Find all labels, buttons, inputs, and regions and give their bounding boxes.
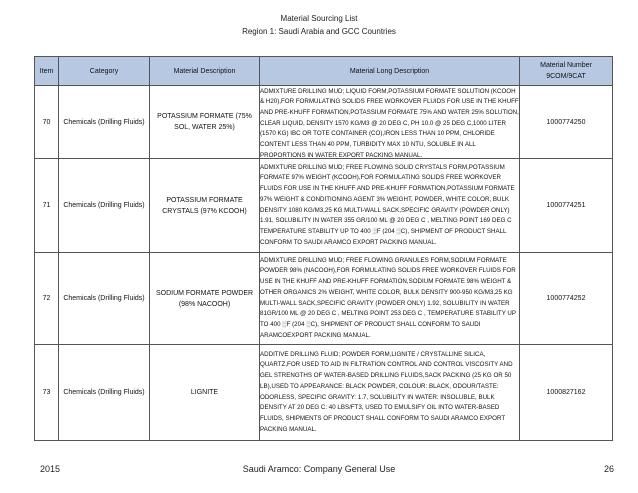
- item-cell: 71: [35, 159, 59, 253]
- table-row: [35, 86, 613, 159]
- table-header-row: [35, 57, 613, 86]
- long-description-text: ADMIXTURE DRILLING MUD; FREE FLOWING SOLID CRYSTALS FORM,POTASSIUM FORMATE 97% WEIGHT (KCOOH),FOR FORMULATING SOLIDS FREE WORKOVER FLUIDS FOR USE IN THE KHUFF AND PRE-KHUFF FORMATION,POTASSIUM FORMATE 97% WEIGHT & CONDITIONING AGENT 3% WEIGHT, POWDER, WHITE COLOR, BULK DENSITY 1080 KG/M3,25 KG MULTI-WALL SACK,SPECIFIC GRAVITY (POWDER ONLY) 1.91, SOLUBILITY IN WATER 355 GR/100 ML @ 20 DEG C , MELTING POINT 169 DEG C TEMPERATURE STABILITY UP TO 400 ░F (204 ░C), SHIPMENT OF PRODUCT SHALL CONFORM TO SAUDI ARAMCO EXPORT PACKING MANUAL.: [260, 163, 515, 246]
- long-description-text: ADMIXTURE DRILLING MUD; LIQUID FORM,POTASSIUM FORMATE SOLUTION (KCOOH & H20),FOR FORMULATING SOLIDS FREE WORKOVER FLUIDS FOR USE IN THE KHUFF AND PRE-KHUFF FORMATION,POTASSIUM FORMATE 75% AND WATER 25% SOLUTION, CLEAR LIQUID, DENSITY 1570 KG/M3 @ 20 DEG C, PH 10.0 @ 25 DEG C,1000 LITER (1570 KG) IBC OR TOTE CONTAINER (CO),IRON LESS THAN 10 PPM, CHLORIDE CONTENT LESS THAN 40 PPM, TURBIDITY MAX 10 NTU, SOLUBLE IN ALL PROPORTIONS IN WATER EXPORT PACKING MANUAL.: [260, 87, 519, 158]
- material-number-cell: 1000827162: [520, 345, 613, 441]
- table-row: [35, 159, 613, 253]
- category-cell: Chemicals (Drilling Fluids): [59, 86, 150, 159]
- column-header-category: Category: [59, 57, 150, 86]
- footer-classification: Saudi Aramco: Company General Use: [242, 464, 396, 474]
- long-description-text: ADMIXTURE DRILLING MUD; FREE FLOWING GRANULES FORM,SODIUM FORMATE POWDER 98% (NACOOH),FOR FORMULATING SOLIDS FREE WORKOVER FLUIDS FOR USE IN THE KHUFF AND PRE-KHUFF FORMATION,SODIUM FORMATE 98% WEIGHT & OTHER ORGANICS 2% WEIGHT, WHITE COLOR, BULK DENSITY 900-950 KG/M3,25 KG MULTI-WALL SACK,SPECIFIC GRAVITY (POWDER ONLY) 1.92, SOLUBILITY IN WATER 81GR/100 ML @ 20 DEG C , MELTING POINT 253 DEG C , TEMPERATURE STABILITY UP TO 400 ░F (204 ░C), SHIPMENT OF PRODUCT SHALL CONFORM TO SAUDI ARAMCOEXPORT PACKING MANUAL.: [260, 256, 516, 339]
- category-cell: Chemicals (Drilling Fluids): [59, 253, 150, 345]
- column-header-material-long-description: Material Long Description: [260, 57, 520, 86]
- page-number: 26: [603, 464, 614, 474]
- category-cell: Chemicals (Drilling Fluids): [59, 345, 150, 441]
- item-cell: 70: [35, 86, 59, 159]
- material-description-cell: SODIUM FORMATE POWDER (98% NACOOH): [150, 253, 260, 345]
- long-description-text: ADDITIVE DRILLING FLUID; POWDER FORM,LIGNITE / CRYSTALLINE SILICA, QUARTZ,FOR USED TO AID IN FILTRATION CONTROL AND CONTROL VISCOSITY AND GEL STRENGTHS OF WATER-BASED DRILLING FLUIDS,SACK PACKING (25 KG OR 50 LB),USED TO APPEARANCE: BLACK POWDER, COLOUR: BLACK, ODOUR/TASTE: ODORLESS, SPECIFIC GRAVITY: 1.7, SOLUBILITY IN WATER: INSOLUBLE, BULK DENSITY AT 20 DEG C: 40 LBS/FT3, USED TO EMULSIFY OIL INTO WATER-BASED FLUIDS, SHIPMENTS OF PRODUCT SHALL CONFORM TO SAUDI ARAMCO EXPORT PACKING MANUAL.: [260, 350, 513, 433]
- item-cell: 72: [35, 253, 59, 345]
- material-number-cell: 1000774251: [520, 159, 613, 253]
- material-description-cell: LIGNITE: [150, 345, 260, 441]
- page-title: Material Sourcing List: [280, 14, 358, 23]
- table-row: [35, 345, 613, 441]
- footer-year: 2015: [40, 464, 61, 474]
- material-number-cell: 1000774252: [520, 253, 613, 345]
- material-description-cell: POTASSIUM FORMATE (75% SOL, WATER 25%): [150, 86, 260, 159]
- material-description-cell: POTASSIUM FORMATE CRYSTALS (97% KCOOH): [150, 159, 260, 253]
- page-subtitle: Region 1: Saudi Arabia and GCC Countries: [242, 27, 396, 36]
- material-number-cell: 1000774250: [520, 86, 613, 159]
- material-table: [34, 56, 613, 441]
- item-cell: 73: [35, 345, 59, 441]
- long-description-cell: [260, 159, 520, 253]
- category-cell: Chemicals (Drilling Fluids): [59, 159, 150, 253]
- long-description-cell: [260, 345, 520, 441]
- long-description-cell: [260, 86, 520, 159]
- long-description-cell: [260, 253, 520, 345]
- column-header-material-number: Material Number 9COM/9CAT: [520, 57, 613, 86]
- column-header-material-description: Material Description: [150, 57, 260, 86]
- column-header-item: Item: [35, 57, 59, 86]
- table-row: [35, 253, 613, 345]
